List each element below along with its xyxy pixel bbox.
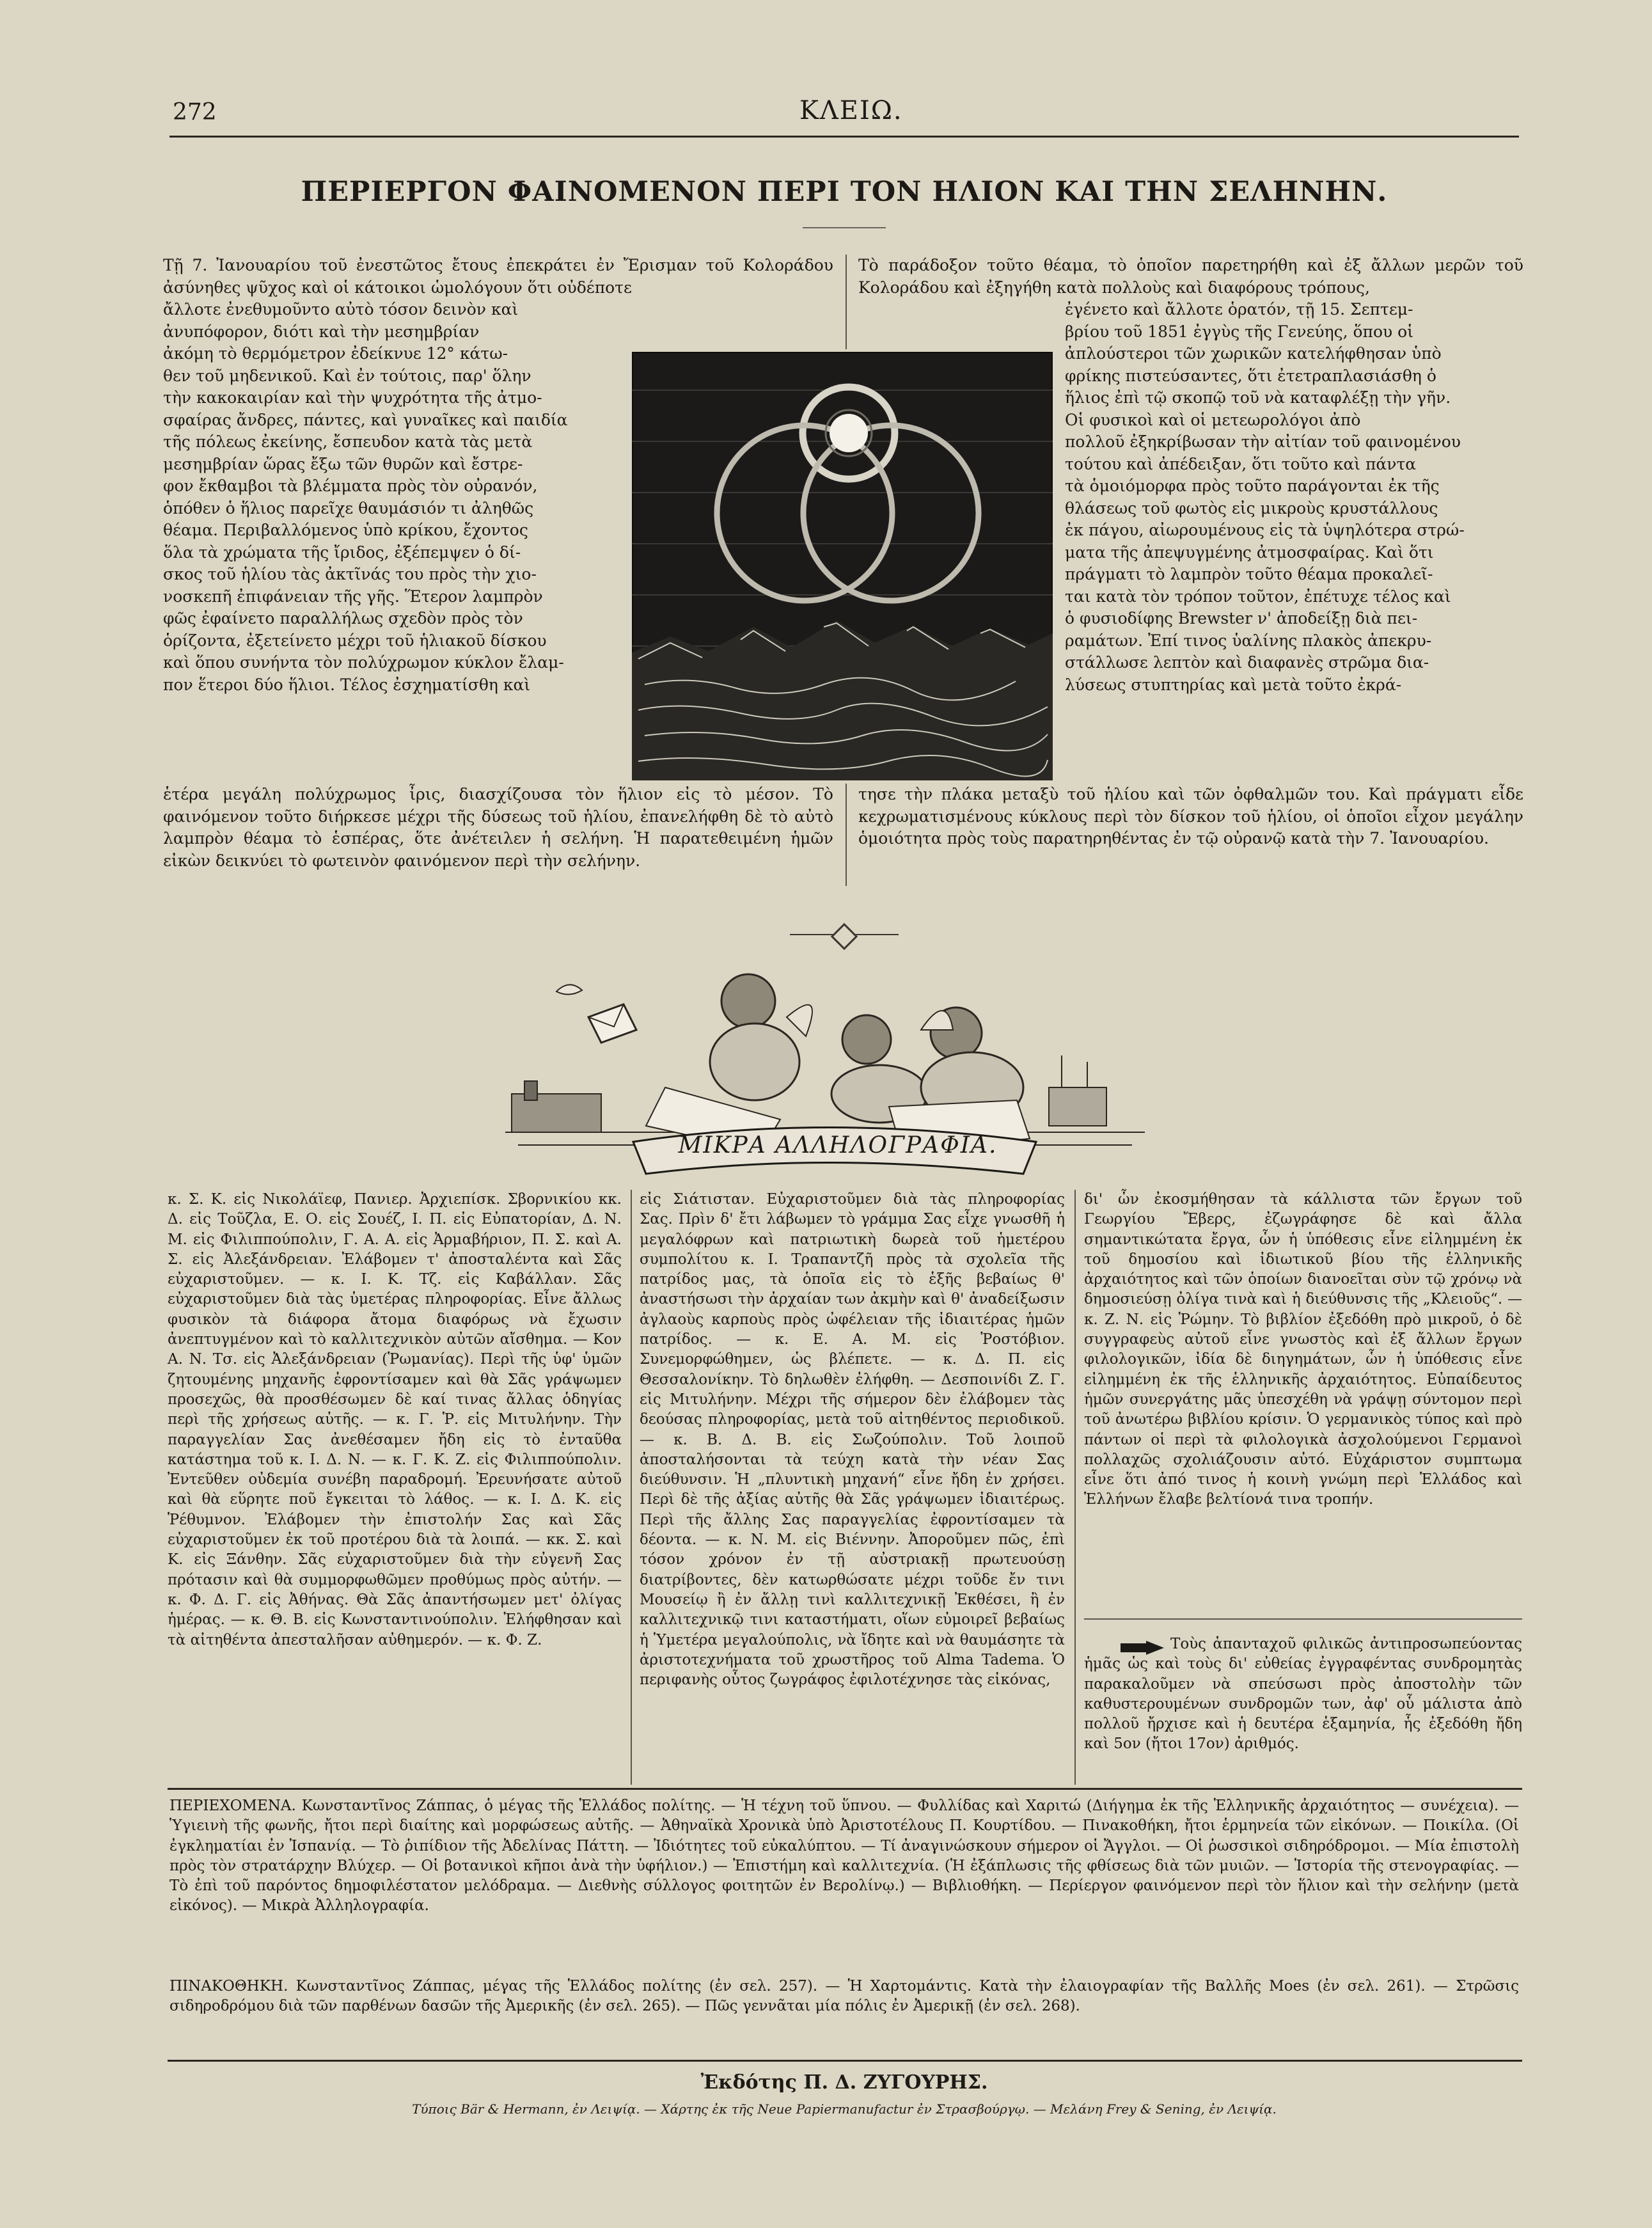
article-right-top: Τὸ παράδοξον τοῦτο θέαμα, τὸ ὁποῖον παρετηρήθη καὶ ἐξ ἄλλων μερῶν τοῦ Κολοράδου καὶ ἐξηγήθη κατὰ πολλοὺς καὶ διαφόρους τρόπους,	[858, 256, 1523, 297]
article-left-top: Τῇ 7. Ἰανουαρίου τοῦ ἐνεστῶτος ἔτους ἐπεκράτει ἐν Ἔρισμαν τοῦ Κολοράδου ἀσύνηθες ψῦχος καὶ οἱ κάτοικοι ὡμολόγουν ὅτι οὐδέποτε	[163, 256, 833, 297]
correspondence-banner: ΜΙΚΡΑ ΑΛΛΗΛΟΓΡΑΦΙΑ.	[678, 1132, 998, 1158]
correspondence-rule-2	[1074, 1190, 1076, 1785]
article-left-narrow: ἄλλοτε ἐνεθυμοῦντο αὐτὸ τόσον δεινὸν καὶ ἀνυπόφορον, διότι καὶ τὴν μεσημβρίαν ἀκόμη τὸ θερμόμετρον ἐδείκνυε 12° κάτω- θεν τοῦ μηδενικοῦ. Καὶ ἐν τούτοις, παρ' ὅλην τὴν κακοκαιρίαν καὶ τὴν ψυχρότητα τῆς ἀτμο- σφαίρας ἄνδρες, πάντες, καὶ γυναῖκες καὶ παιδία τῆς πόλεως ἐκείνης, ἔσπευδον κατὰ τὰς μετὰ μεσημβρίαν ὥρας ἔξω τῶν θυρῶν καὶ ἔστρε- φον ἔκθαμβοι τὰ βλέμματα πρὸς τὸν οὐρανόν, ὁπόθεν ὁ ἥλιος παρεῖχε θαυμάσιόν τι ἀληθῶς θέαμα. Περιβαλλόμενος ὑπὸ κρίκου, ἔχοντος ὅλα τὰ χρώματα τῆς ἴριδος, ἐξέπεμψεν ὁ δί- σκος τοῦ ἡλίου τὰς ἀκτῖνάς του πρὸς τὴν χιο- νοσκεπῆ ἐπιφάνειαν τῆς γῆς. Ἕτερον λαμπρὸν φῶς ἐφαίνετο παραλλήλως σχεδὸν πρὸς τὸν ὁρίζοντα, ἐξετείνετο μέχρι τοῦ ἡλιακοῦ δίσκου καὶ ὅπου συνήντα τὸν πολύχρωμον κύκλον ἔλαμ- πον ἕτεροι δύο ἥλιοι. Τέλος ἐσχηματίσθη καὶ	[163, 300, 568, 694]
article-right-bottom: τησε τὴν πλάκα μεταξὺ τοῦ ἡλίου καὶ τῶν ὀφθαλμῶν του. Καὶ πράγματι εἶδε κεχρωματισμένους κύκλους περὶ τὸν δίσκον τοῦ ἡλίου, οἱ ὁποῖοι εἶχον μεγάλην ὁμοιότητα πρὸς τοὺς παρατηρηθέντας ἐν τῷ οὐρανῷ κατὰ τὴν 7. Ἰανουαρίου.	[858, 785, 1523, 848]
col3-separator	[1084, 1618, 1522, 1620]
imprint-line: Τύποις Bär & Hermann, ἐν Λειψίᾳ. — Χάρτης ἐκ τῆς Neue Papiermanufactur ἐν Στρασβούργῳ. — Μελάνη Frey & Sening, ἐν Λειψίᾳ.	[412, 2101, 1277, 2117]
header-rule	[169, 136, 1519, 138]
title-ornament	[803, 227, 886, 228]
halo-illustration	[632, 352, 1053, 780]
contents-rule-bottom	[168, 2060, 1522, 2062]
correspondence-col1: κ. Σ. Κ. εἰς Νικολάϊεφ, Πανιερ. Ἀρχιεπίσκ. Σβορνικίου κκ. Δ. εἰς Τοῦζλα, Ε. Ο. εἰς Σουέζ, Ι. Π. εἰς Εὐπατορίαν, Δ. Ν. Μ. εἰς Φιλιππούπολιν, Γ. Α. Α. εἰς Ἀρμαβήριον, Π. Σ. καὶ Α. Σ. εἰς Ἀλεξάνδρειαν. Ἐλάβομεν τ' ἀποσταλέντα καὶ Σᾶς εὐχαριστοῦμεν. — κ. Ι. Κ. Τζ. εἰς Καβάλλαν. Σᾶς εὐχαριστοῦμεν διὰ τὰς ὑμετέρας πληροφορίας. Εἶνε ἄλλως φυσικὸν τὰ διάφορα ἄτομα διαφόρως νὰ ἔχωσιν ἀνεπτυγμένον καὶ τὸ καλλιτεχνικὸν αὐτῶν αἴσθημα. — Κον Α. Ν. Τσ. εἰς Ἀλεξάνδρειαν (Ῥωμανίας). Περὶ τῆς ὑφ' ὑμῶν ζητουμένης μηχανῆς ἐφροντίσαμεν καὶ θὰ Σᾶς γράψωμεν προσεχῶς, θὰ προσθέσωμεν δὲ καί τινας ἄλλας ὁδηγίας περὶ τῆς χρήσεως αὐτῆς. — κ. Γ. Ῥ. εἰς Μιτυλήνην. Τὴν παραγγελίαν Σας ἀνεθέσαμεν ἤδη εἰς τὸ ἐνταῦθα κατάστημα τοῦ κ. Ι. Δ. Ν. — κ. Γ. Κ. Ζ. εἰς Φιλιππούπολιν. Ἐντεῦθεν οὐδεμία συνέβη παραδρομή. Ἐρευνήσατε αὐτοῦ καὶ θὰ εὕρητε ποῦ ἔγκειται τὸ λάθος. — κ. Ι. Δ. Κ. εἰς Ῥέθυμνον. Ἐλάβομεν τὴν ἐπιστολήν Σας καὶ Σᾶς εὐχαριστοῦμεν ἐκ τοῦ προτέρου διὰ τὰ λοιπά. — κκ. Σ. καὶ Κ. εἰς Ξάνθην. Σᾶς εὐχαριστοῦμεν διὰ τὴν εὐγενῆ Σας πρότασιν καὶ θὰ συμμορφωθῶμεν προθύμως πρὸς αὐτήν. — κ. Φ. Δ. Γ. εἰς Ἀθήνας. Θὰ Σᾶς ἀπαντήσωμεν μετ' ὀλίγας ἡμέρας. — κ. Θ. Β. εἰς Κωνσταντινούπολιν. Ἐλήφθησαν καὶ τὰ αἰτηθέντα ἀπεσταλῆσαν αὐθημερόν. — κ. Φ. Ζ.	[168, 1191, 622, 1648]
column-rule-top	[846, 255, 847, 349]
article-left-bottom: ἑτέρα μεγάλη πολύχρωμος ἶρις, διασχίζουσα τὸν ἥλιον εἰς τὸ μέσον. Τὸ φαινόμενον τοῦτο διήρκεσε μέχρι τῆς δύσεως τοῦ ἡλίου, ἐπανελήφθη δὲ τὸ αὐτὸ λαμπρὸν θέαμα τὸ ἑσπέρας, ὅτε ἀνέτειλεν ἡ σελήνη. Ἡ παρατεθειμένη ἡμῶν εἰκὼν δεικνύει τὸ φωτεινὸν φαινόμενον περὶ τὴν σελήνην.	[163, 785, 833, 870]
article-right-narrow: ἐγένετο καὶ ἄλλοτε ὁρατόν, τῇ 15. Σεπτεμ- βρίου τοῦ 1851 ἐγγὺς τῆς Γενεύης, ὅπου οἱ ἀπλούστεροι τῶν χωρικῶν κατελήφθησαν ὑπὸ φρίκης πιστεύσαντες, ὅτι ἐτετραπλασιάσθη ὁ ἥλιος ἐπὶ τῷ σκοπῷ τοῦ νὰ καταφλέξῃ τὴν γῆν. Οἱ φυσικοὶ καὶ οἱ μετεωρολόγοι ἀπὸ πολλοῦ ἐξηκρίβωσαν τὴν αἰτίαν τοῦ φαινομένου τούτου καὶ ἀπέδειξαν, ὅτι τοῦτο καὶ πάντα τὰ ὁμοιόμορφα πρὸς τοῦτο παράγονται ἐκ τῆς θλάσεως τοῦ φωτὸς εἰς μικροὺς κρυστάλλους ἐκ πάγου, αἰωρουμένους εἰς τὰ ὑψηλότερα στρώ- ματα τῆς ἀπεψυγμένης ἀτμοσφαίρας. Καὶ ὅτι πράγματι τὸ λαμπρὸν τοῦτο θέαμα προκαλεῖ- ται κατὰ τὸν τρόπον τοῦτον, ἐπέτυχε τέλος καὶ ὁ φυσιοδίφης Brewster ν' ἀποδείξῃ διὰ πει- ραμάτων. Ἐπί τινος ὑαλίνης πλακὸς ἀπεκρυ- στάλλωσε λεπτὸν καὶ διαφανὲς στρῶμα δια- λύσεως στυπτηρίας καὶ μετὰ τοῦτο ἐκρά-	[1065, 300, 1465, 694]
divider-ornament-icon	[831, 923, 858, 950]
correspondence-col3: δι' ὧν ἐκοσμήθησαν τὰ κάλλιστα τῶν ἔργων τοῦ Γεωργίου Ἔβερς, ἐζωγράφησε δὲ καὶ ἄλλα σημαντικώτατα ἔργα, ὧν ἡ ὑπόθεσις εἶνε εἰλημμένη ἐκ τοῦ δημοσίου καὶ ἰδιωτικοῦ βίου τῆς ἑλληνικῆς ἀρχαιότητος καὶ τῶν ὁποίων διανοεῖται σὺν τῷ χρόνῳ νὰ δημοσιεύσῃ ὀλίγα τινὰ καὶ ἡ διεύθυνσις τῆς „Κλειοῦς“. — κ. Ζ. Ν. εἰς Ῥώμην. Τὸ βιβλίον ἐξεδόθη πρὸ μικροῦ, ὁ δὲ συγγραφεὺς αὐτοῦ εἶνε γνωστὸς καὶ ἐξ ἄλλων ἔργων φιλολογικῶν, ἰδία δὲ διηγημάτων, ὧν ἡ ὑπόθεσις εἶνε εἰλημμένη ἐκ τῆς ἑλληνικῆς ἀρχαιότητος. Εὐπαίδευτος ἡμῶν συνεργάτης μᾶς ὑπεσχέθη νὰ γράψῃ σύντομον περὶ τοῦ ἀνωτέρω βιβλίου κρίσιν. Ὁ γερμανικὸς τύπος καὶ πρὸ πάντων οἱ περὶ τὰ φιλολογικὰ ἀσχολούμενοι Γερμανοὶ πολλαχῶς σχολιάζουσιν αὐτό. Εὐχάριστον συμπτωμα εἶνε ὅτι ἀπό τινος ἡ κοινὴ γνώμη περὶ Ἑλλάδος καὶ Ἑλλήνων ἔλαβε βελτίονά τινα τροπήν.	[1084, 1191, 1522, 1508]
column-rule-bottom	[846, 784, 847, 886]
gallery-list: ΠΙΝΑΚΟΘΗΚΗ. Κωνσταντῖνος Ζάππας, μέγας τῆς Ἑλλάδος πολίτης (ἐν σελ. 257). — Ἡ Χαρτομάντις. Κατὰ τὴν ἐλαιογραφίαν τῆς Βαλλῆς Moes (ἐν σελ. 261). — Στρῶσις σιδηροδρόμου διὰ τῶν παρθένων δασῶν τῆς Ἀμερικῆς (ἐν σελ. 265). — Πῶς γεννᾶται μία πόλις ἐν Ἀμερικῇ (ἐν σελ. 268).	[169, 1978, 1519, 2015]
contents-list: ΠΕΡΙΕΧΟΜΕΝΑ. Κωνσταντῖνος Ζάππας, ὁ μέγας τῆς Ἑλλάδος πολίτης. — Ἡ τέχνη τοῦ ὕπνου. — Φυλλίδας καὶ Χαριτώ (Διήγημα ἐκ τῆς Ἑλληνικῆς ἀρχαιότητος — συνέχεια). — Ὑγιεινὴ τῆς φωνῆς, ἤτοι περὶ διαίτης καὶ μορφώσεως αὐτῆς. — Ἀθηναϊκὰ Χρονικὰ ὑπὸ Ἀριστοτέλους Π. Κουρτίδου. — Πινακοθήκη, ἤτοι ἑρμηνεία τῶν εἰκόνων. — Ποικίλα. (Οἱ ἐγκληματίαι ἐν Ἰσπανίᾳ. — Τὸ ῥιπίδιον τῆς Ἀδελίνας Πάττη. — Ἰδιότητες τοῦ εὐκαλύπτου. — Τί ἀναγινώσκουν σήμερον οἱ Ἄγγλοι. — Οἱ ῥωσσικοὶ σιδηρόδρομοι. — Μία ἐπιστολὴ πρὸς τὸν στρατάρχην Βλύχερ. — Οἱ βοτανικοὶ κῆποι ἀνὰ τὴν ὑφήλιον.) — Ἐπιστήμη καὶ καλλιτεχνία. (Ἡ ἐξάπλωσις τῆς φθίσεως διὰ τῶν μυιῶν. — Ἱστορία τῆς στενογραφίας. — Τὸ ἐπὶ τοῦ παρόντος δημοφιλέστατον μελόδραμα. — Διεθνὴς σύλλογος φοιτητῶν ἐν Βερολίνῳ.) — Βιβλιοθήκη. — Περίεργον φαινόμενον περὶ τὸν ἥλιον καὶ τὴν σελήνην (μετὰ εἰκόνος). — Μικρὰ Ἀλληλογραφία.	[169, 1797, 1519, 1915]
journal-title: ΚΛΕΙΩ.	[799, 96, 903, 125]
article-title: ΠΕΡΙΕΡΓΟΝ ΦΑΙΝΟΜΕΝΟΝ ΠΕΡΙ ΤΟΝ ΗΛΙΟΝ ΚΑΙ ΤΗΝ ΣΕΛΗΝΗΝ.	[301, 176, 1388, 208]
subscription-notice: Τοὺς ἁπανταχοῦ φιλικῶς ἀντιπροσωπεύοντας ἡμᾶς ὡς καὶ τοὺς δι' εὐθείας ἐγγραφέντας συνδρομητὰς παρακαλοῦμεν νὰ σπεύσωσι πρὸς ἀποστολὴν τῶν καθυστερουμένων συνδρομῶν των, ἀφ' οὗ μάλιστα ἀπὸ πολλοῦ ἤρχισε καὶ ἡ δευτέρα ἑξαμηνία, ἧς ἐξεδόθη ἤδη καὶ 5ον (ἤτοι 17ον) ἀριθμός.	[1084, 1636, 1522, 1753]
publisher-line: Ἐκδότης Π. Δ. ΖΥΓΟΥΡΗΣ.	[700, 2071, 988, 2094]
contents-rule-top	[168, 1788, 1522, 1790]
correspondence-rule-1	[631, 1190, 632, 1785]
correspondence-col2: εἰς Σιάτισταν. Εὐχαριστοῦμεν διὰ τὰς πληροφορίας Σας. Πρὶν δ' ἔτι λάβωμεν τὸ γράμμα Σας εἶχε γνωσθῆ ἡ μεγαλόφρων καὶ πατριωτικὴ δωρεὰ τοῦ ἡμετέρου συμπολίτου κ. Ι. Τραπαντζῆ πρὸς τὰ σχολεῖα τῆς πατρίδος μας, τὰ ὁποῖα εἰς τὸ ἑξῆς βεβαίως θ' ἀναστήσωσι τὴν ἀρχαίαν των ἀκμὴν καὶ θ' ἀναδείξωσιν ἀγλαοὺς καρποὺς πρὸς ὠφέλειαν τῆς ἰδιαιτέρας ἡμῶν πατρίδος. — κ. Ε. Α. Μ. εἰς Ῥοστόβιον. Συνεμορφώθημεν, ὡς βλέπετε. — κ. Δ. Π. εἰς Θεσσαλονίκην. Τὸ δηλωθὲν ἐλήφθη. — Δεσποινίδι Ζ. Γ. εἰς Μιτυλήνην. Μέχρι τῆς σήμερον δὲν ἐλάβομεν τὰς δεούσας πληροφορίας, μετὰ τοῦ αἰτηθέντος περιοδικοῦ. — κ. Β. Δ. Β. εἰς Σωζούπολιν. Τοῦ λοιποῦ ἀποσταλήσονται τὰ τεύχη κατὰ τὴν νέαν Σας διεύθυνσιν. Ἡ „πλυντικὴ μηχανή“ εἶνε ἤδη ἐν χρήσει. Περὶ δὲ τῆς ἀξίας αὐτῆς θὰ Σᾶς γράψωμεν ἰδιαιτέρως. Περὶ τῆς ἄλλης Σας παραγγελίας ἐφροντίσαμεν τὰ δέοντα. — κ. Ν. Μ. εἰς Βιέννην. Ἀποροῦμεν πῶς, ἐπὶ τόσον χρόνον ἐν τῇ αὐστριακῇ πρωτευούσῃ διατρίβοντες, δὲν κατωρθώσατε μέχρι τοῦδε ἔν τινι Μουσείῳ ἢ ἐν ἄλλῃ τινὶ καλλιτεχνικῇ Ἐκθέσει, ἢ ἐν καλλιτεχνικῷ τινι καταστήματι, οἵων εὐμοιρεῖ βεβαίως ἡ Ὑμετέρα μεγαλούπολις, νὰ ἴδητε καὶ νὰ θαυμάσητε τὰ ἀριστοτεχνήματα τοῦ χρωστῆρος τοῦ Alma Tadema. Ὁ περιφανὴς οὗτος ζωγράφος ἐφιλοτέχνησε τὰς εἰκόνας,	[640, 1191, 1065, 1689]
sun-halo-drawing	[632, 352, 1053, 780]
page-number: 272	[173, 99, 217, 125]
